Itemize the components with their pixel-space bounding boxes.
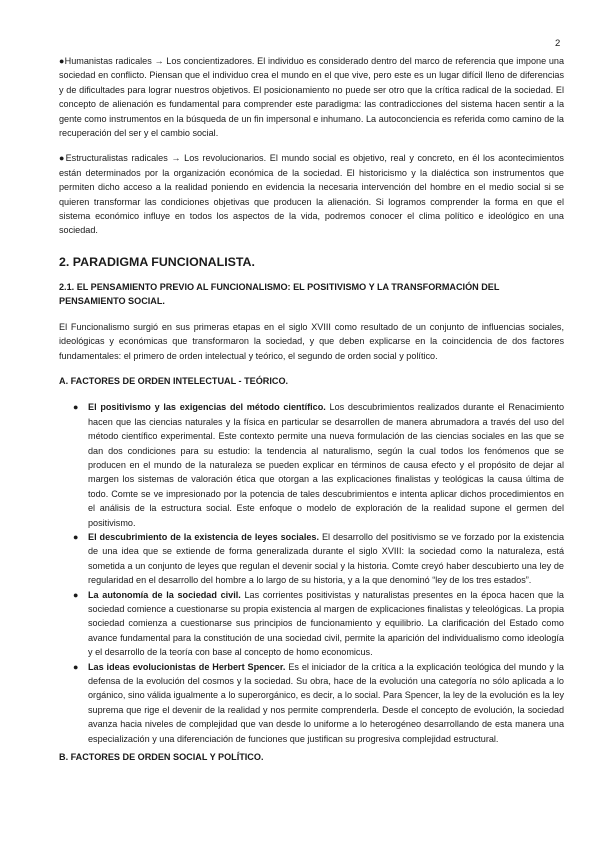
paragraph-estructuralistas bbox=[59, 151, 564, 237]
paragraph-lead: ●Estructuralistas radicales → Los revolucionarios. bbox=[59, 153, 267, 164]
list-item bbox=[73, 660, 564, 746]
list-item-title: El positivismo y las exigencias del método científico. bbox=[88, 402, 326, 413]
bullet-icon: ● bbox=[73, 661, 79, 672]
list-item bbox=[73, 530, 564, 588]
list-item bbox=[73, 400, 564, 530]
intro-paragraph: El Funcionalismo surgió en sus primeras etapas en el siglo XVIII como resultado de un conjunto de influencias sociales, ideológicas y económicas que transformaron la sociedad, y que deben explicarse en la coincidencia de dos factores fundamentales: el primero de orden intelectual y teórico, el segundo de orden social y político. bbox=[59, 321, 564, 361]
list-item-text: Las corrientes positivistas y naturalistas presentes en la época hacen que la sociedad comience a cuestionarse su propia existencia al margen de explicaciones finalistas y teleológicas. La propia sociedad comienza a cuestionarse sus principios de funcionamiento y equilibrio. La clarificación del Estado como avance fundamental para la constitución de una sociedad civil, permite la aparición del individualismo como ideología y el desarrollo de la teoría con base al concepto de homo economicus. bbox=[88, 589, 564, 658]
list-item-text: Los descubrimientos realizados durante el Renacimiento hacen que las ciencias naturales y la física en particular se desarrollen de manera abrumadora a través del uso del método científico experimental. Este contexto permite una nueva formulación de las ciencias sociales en las que se dan dos condiciones para su estudio: la tendencia al naturalismo, según la cual todos los fenómenos que se producen en el mundo de la naturaleza se pueden explicar en términos de causa efecto y el propósito de dejar al margen los sistemas de valoración ética que otorgan a las explicaciones finalistas y teológicas la causa última de todo. Comte se ve impresionado por la potencia de tales descubrimientos e intenta aplicar dichos procedimientos en el análisis de la estructura social. Este enfoque o modelo de exploración de la realidad supone el germen del positivismo. bbox=[88, 402, 564, 528]
bullet-icon: ● bbox=[73, 531, 79, 542]
page-content bbox=[59, 54, 564, 776]
list-item-text: Es el iniciador de la crítica a la explicación teológica del mundo y la defensa de la evolución del cosmos y la sociedad. Su obra, hace de la evolución una categoría no sólo aplicada a lo orgánico, sino válida igualmente a lo superorgánico, es decir, a lo social. Para Spencer, la ley de la evolución es la ley suprema que rige el devenir de la realidad y nos permite comprenderla. Desde el concepto de evolución, la sociedad avanza hacia niveles de complejidad que van desde lo uniforme a lo heterogéneo desarrollando de esta manera una especialización y una diferenciación de funciones que justifican su progresiva complejidad estructural. bbox=[88, 661, 564, 744]
heading-factores-social: B. FACTORES DE ORDEN SOCIAL Y POLÍTICO. bbox=[59, 752, 264, 763]
page-number: 2 bbox=[555, 38, 561, 49]
list-item-text: El desarrollo del positivismo se ve forzado por la existencia de una idea que se extiende de forma generalizada durante el siglo XVIII: la sociedad como la naturaleza, está sometida a un conjunto de leyes que regulan el devenir social y la historia. Comte creyó haber descubierto una ley de regularidad en el desarrollo del hombre a lo largo de su historia, y a la que denominó “ley de los tres estados”. bbox=[88, 531, 564, 586]
list-item bbox=[73, 588, 564, 660]
section-heading: 2. PARADIGMA FUNCIONALISTA. bbox=[59, 254, 255, 269]
bullet-icon: ● bbox=[73, 402, 79, 413]
paragraph-lead: ●Humanistas radicales → Los concientizadores. bbox=[59, 56, 255, 66]
list-item-title: La autonomía de la sociedad civil. bbox=[88, 589, 241, 600]
bullet-icon: ● bbox=[73, 589, 79, 600]
subsection-heading: 2.1. EL PENSAMIENTO PREVIO AL FUNCIONALISMO: EL POSITIVISMO Y LA TRANSFORMACIÓN DEL PENSAMIENTO SOCIAL. bbox=[59, 281, 500, 307]
paragraph-text: El mundo social es objetivo, real y concreto, en él los acontecimientos están determinados por la organización económica de la sociedad. El historicismo y la dialéctica son instrumentos que permiten dicho acceso a la realidad poniendo en evidencia la necesaria intervención del hombre en el medio social si se quieren transformar las condiciones objetivas que producen la alienación. Si logramos comprender la forma en que el sistema económico influye en todos los aspectos de la vida, podremos conocer el clima político e ideológico en una sociedad. bbox=[59, 153, 564, 236]
paragraph-humanistas bbox=[59, 54, 564, 140]
bullet-list bbox=[59, 400, 564, 746]
paragraph-text: El individuo es considerado dentro del marco de referencia que impone una sociedad en conflicto. Piensan que el individuo crea el mundo en el que vive, pero este es un lugar difícil lleno de diferencias y de dificultades para lograr nuestros objetivos. El posicionamiento no puede ser otro que la crítica radical de la sociedad. El concepto de alienación es fundamental para comprender este paradigma: las contradicciones del sistema hacen sentir a la gente como instrumentos en la búsqueda de un fin impersonal e inhumano. La autoconciencia es referida como camino de la recuperación del ser y el cambio social. bbox=[59, 56, 565, 139]
list-item-title: El descubrimiento de la existencia de leyes sociales. bbox=[88, 531, 320, 542]
heading-factores-intelectual: A. FACTORES DE ORDEN INTELECTUAL - TEÓRICO. bbox=[59, 375, 289, 386]
list-item-title: Las ideas evolucionistas de Herbert Spencer. bbox=[88, 661, 286, 672]
